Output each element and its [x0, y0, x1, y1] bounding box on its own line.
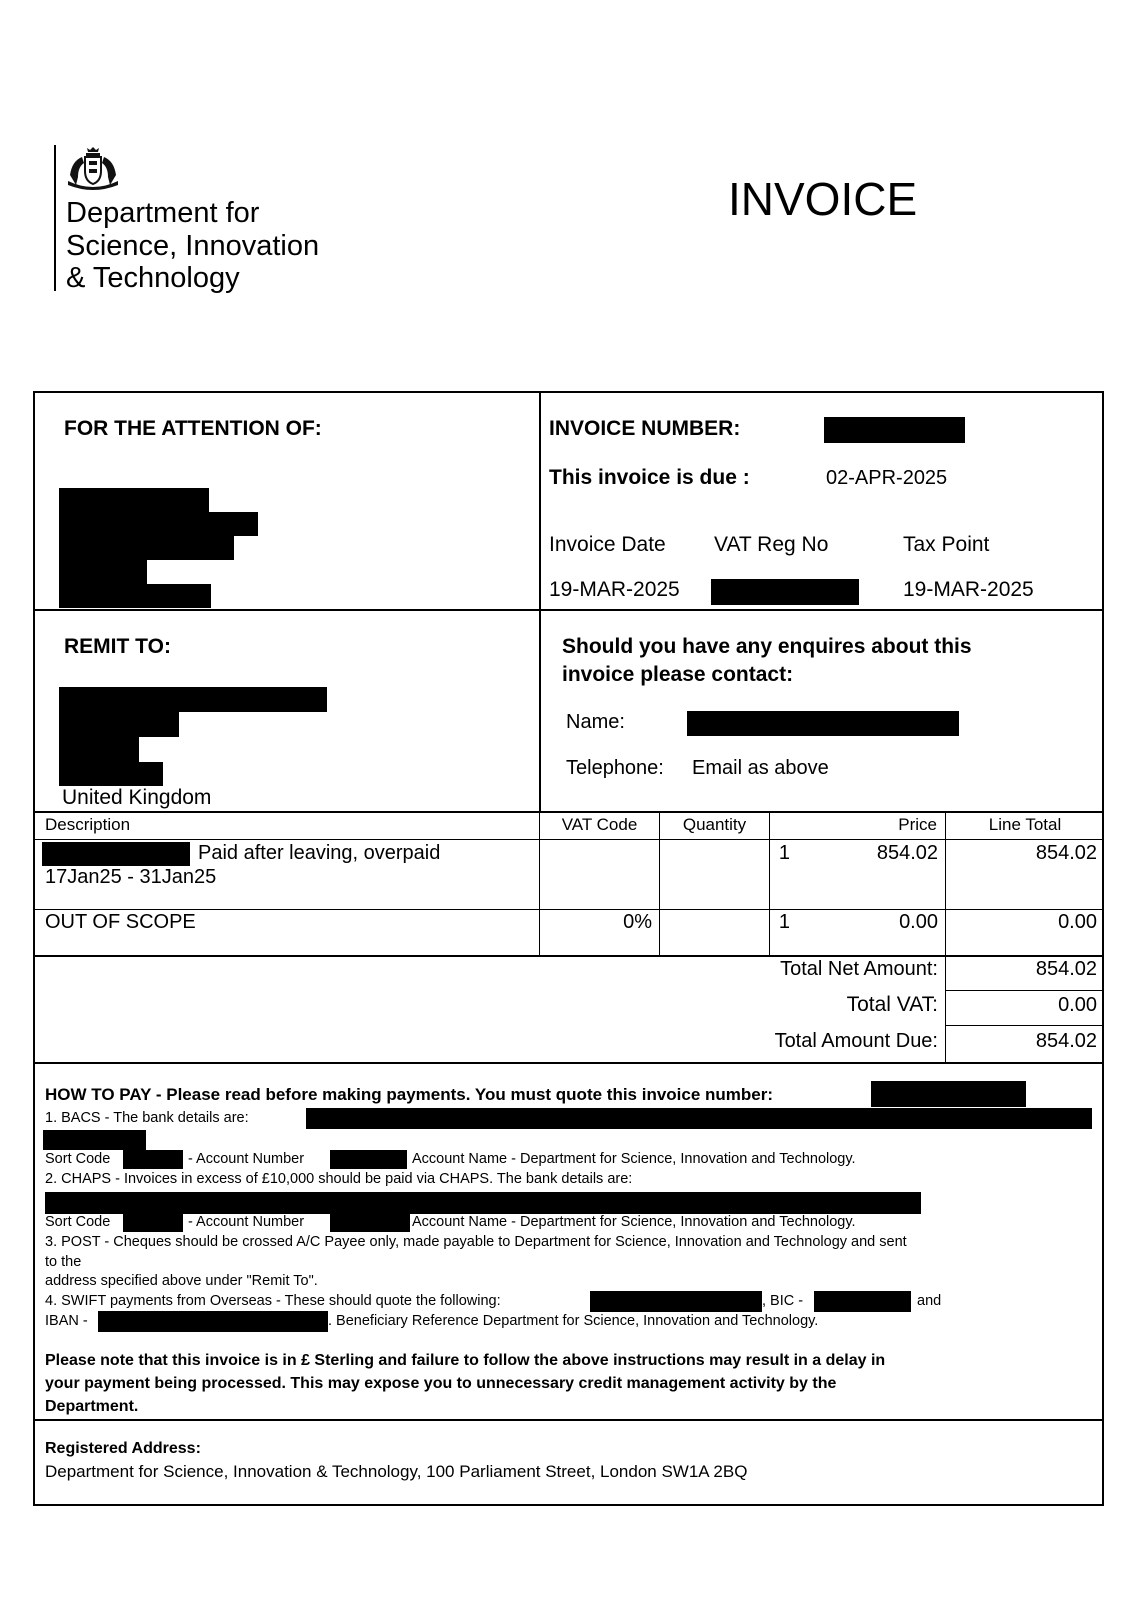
- chaps-account-name: Account Name - Department for Science, Innovation and Technology.: [412, 1214, 856, 1230]
- total-due-label: Total Amount Due:: [774, 1030, 938, 1052]
- redaction-contact-name: [687, 711, 959, 736]
- redaction-swift-bic: [814, 1291, 911, 1312]
- table-row: [33, 910, 1104, 955]
- due-date: 02-APR-2025: [826, 467, 948, 489]
- swift-bic-label: , BIC -: [762, 1293, 804, 1309]
- redaction-invoice-number: [824, 417, 965, 443]
- notice-line-1: Please note that this invoice is in £ Sterling and failure to follow the above instructions may result in a delay in: [45, 1352, 886, 1369]
- row-price: 854.02: [876, 842, 938, 864]
- rule-above-items: [33, 811, 1104, 813]
- bacs-sort-code-label: Sort Code: [45, 1151, 111, 1167]
- row-quantity: 1: [778, 842, 790, 864]
- redaction-bacs-sort-code: [123, 1150, 183, 1169]
- total-due-value: 854.02: [1035, 1030, 1097, 1052]
- redaction-swift-code: [590, 1291, 762, 1312]
- rule-totals-1: [945, 990, 1104, 991]
- redaction-remit-1: [59, 687, 327, 712]
- redaction-attention-2: [59, 512, 258, 536]
- iban-tail: . Beneficiary Reference Department for Science, Innovation and Technology.: [328, 1313, 819, 1329]
- enquiries-heading-1: Should you have any enquires about this: [562, 635, 972, 658]
- telephone-label: Telephone:: [566, 757, 664, 779]
- bacs-line: 1. BACS - The bank details are:: [45, 1110, 249, 1126]
- bacs-account-number-label: - Account Number: [188, 1151, 305, 1167]
- row-price: 0.00: [899, 911, 938, 933]
- swift-and: and: [917, 1293, 942, 1309]
- iban-label: IBAN -: [45, 1313, 88, 1329]
- remit-label: REMIT TO:: [64, 635, 171, 658]
- rule-below-top-boxes: [33, 609, 1104, 611]
- due-label: This invoice is due :: [549, 466, 750, 489]
- tax-point-label: Tax Point: [903, 533, 990, 556]
- invoice-date: 19-MAR-2025: [549, 578, 680, 601]
- row-description-line-1: Paid after leaving, overpaid: [198, 842, 441, 864]
- post-line-2: to the: [45, 1254, 82, 1270]
- org-logo: [54, 145, 354, 295]
- redaction-employee-name: [42, 842, 190, 866]
- redaction-remit-2: [59, 712, 179, 737]
- registered-address: Department for Science, Innovation & Technology, 100 Parliament Street, London SW1A 2BQ: [45, 1462, 748, 1481]
- invoice-number-label: INVOICE NUMBER:: [549, 417, 741, 440]
- redaction-attention-3: [59, 536, 234, 560]
- royal-coat-of-arms-icon: [64, 145, 122, 191]
- redaction-bacs-details: [306, 1108, 1092, 1129]
- document-title: INVOICE: [728, 173, 918, 225]
- rule-above-how-to-pay: [33, 1062, 1104, 1064]
- row-line-total: 854.02: [1035, 842, 1097, 864]
- registered-address-label: Registered Address:: [45, 1440, 201, 1457]
- row-vat-code: 0%: [623, 911, 652, 933]
- row-line-total: 0.00: [1058, 911, 1097, 933]
- redaction-bacs-details-2: [43, 1130, 146, 1150]
- attention-label: FOR THE ATTENTION OF:: [64, 417, 322, 440]
- post-line-1: 3. POST - Cheques should be crossed A/C Payee only, made payable to Department for Science, Innovation and Technology and sent: [45, 1234, 907, 1250]
- logo-rule: [54, 145, 56, 291]
- redaction-remit-4: [59, 762, 163, 786]
- notice-line-2: your payment being processed. This may expose you to unnecessary credit management activity by the: [45, 1375, 837, 1392]
- tax-point-date: 19-MAR-2025: [903, 578, 1034, 601]
- redaction-attention-4: [59, 560, 147, 584]
- bacs-account-name: Account Name - Department for Science, Innovation and Technology.: [412, 1151, 856, 1167]
- total-net-label: Total Net Amount:: [780, 958, 938, 980]
- rule-top-divider: [539, 391, 541, 811]
- org-name-line-2: Science, Innovation: [66, 230, 320, 262]
- redaction-iban: [98, 1311, 328, 1332]
- redaction-bacs-account-number: [330, 1150, 407, 1169]
- col-header-price: Price: [898, 815, 937, 834]
- rule-below-items: [33, 955, 1104, 957]
- chaps-account-number-label: - Account Number: [188, 1214, 305, 1230]
- col-header-line-total: Line Total: [988, 815, 1062, 834]
- contact-name-label: Name:: [566, 711, 625, 733]
- redaction-chaps-account-number: [330, 1213, 410, 1232]
- chaps-line: 2. CHAPS - Invoices in excess of £10,000 should be paid via CHAPS. The bank details are:: [45, 1171, 633, 1187]
- swift-line: 4. SWIFT payments from Overseas - These should quote the following:: [45, 1293, 501, 1309]
- remit-country: United Kingdom: [62, 786, 212, 809]
- telephone-value: Email as above: [692, 757, 829, 779]
- total-net-value: 854.02: [1035, 958, 1097, 980]
- total-vat-value: 0.00: [1058, 994, 1097, 1016]
- redaction-attention-1: [59, 488, 209, 512]
- redaction-vat-reg: [711, 579, 859, 605]
- rule-totals-2: [945, 1025, 1104, 1026]
- row-description-line-1: OUT OF SCOPE: [45, 911, 196, 933]
- total-vat-label: Total VAT:: [846, 993, 938, 1016]
- invoice-date-label: Invoice Date: [549, 533, 666, 556]
- org-name-line-1: Department for: [66, 197, 260, 229]
- vat-reg-label: VAT Reg No: [714, 533, 829, 556]
- enquiries-heading-2: invoice please contact:: [562, 663, 794, 686]
- how-to-pay-heading: HOW TO PAY - Please read before making payments. You must quote this invoice number:: [45, 1085, 774, 1104]
- redaction-remit-3: [59, 737, 139, 762]
- row-quantity: 1: [778, 911, 790, 933]
- chaps-sort-code-label: Sort Code: [45, 1214, 111, 1230]
- row-description-line-2: 17Jan25 - 31Jan25: [45, 866, 217, 888]
- notice-line-3: Department.: [45, 1398, 139, 1415]
- redaction-chaps-sort-code: [123, 1213, 183, 1232]
- col-header-description: Description: [45, 815, 131, 834]
- table-row: [33, 840, 1104, 909]
- redaction-chaps-details: [45, 1192, 921, 1214]
- rule-above-registered: [33, 1419, 1104, 1421]
- redaction-attention-5: [59, 584, 211, 608]
- col-header-vat-code: VAT Code: [561, 815, 638, 834]
- redaction-pay-invoice-number: [871, 1081, 1026, 1107]
- post-line-3: address specified above under "Remit To".: [45, 1273, 318, 1289]
- org-name-line-3: & Technology: [66, 262, 240, 294]
- col-header-quantity: Quantity: [682, 815, 747, 834]
